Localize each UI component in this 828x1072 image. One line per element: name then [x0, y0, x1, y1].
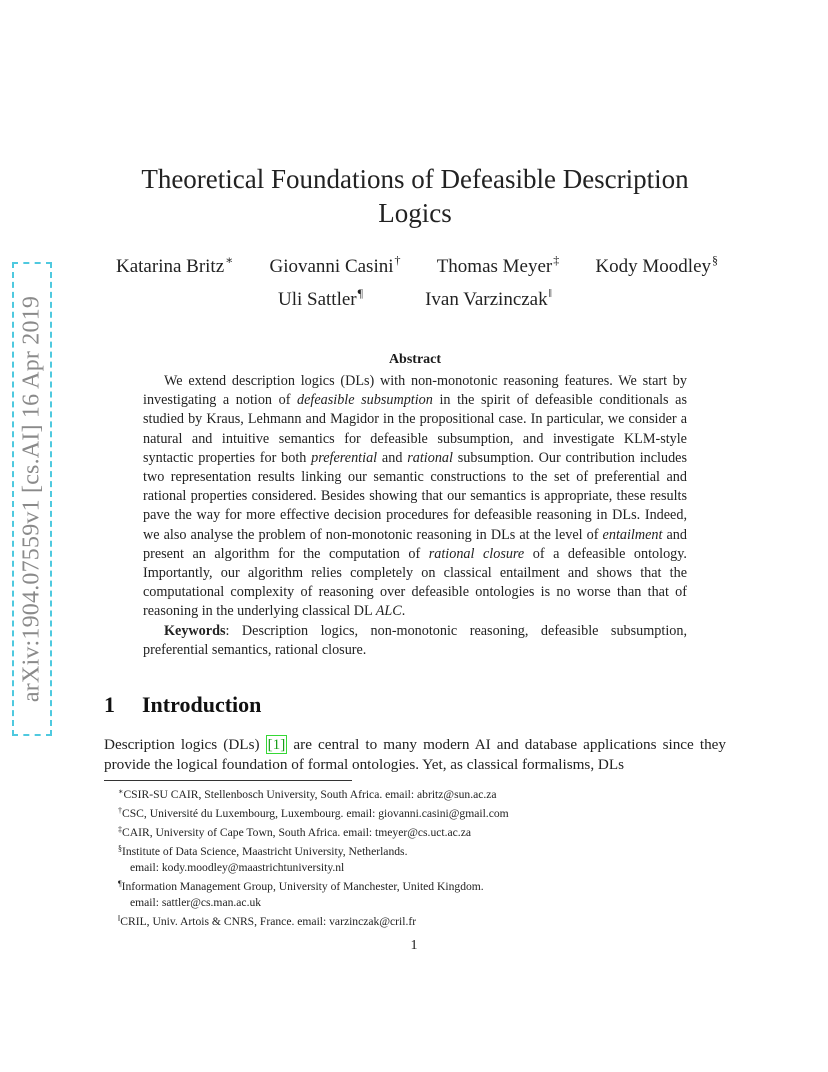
intro-paragraph: Description logics (DLs) [1] are central to many modern AI and database applications since they provide the logical foundation of formal ontologies. Yet, as classical formalisms, DLs	[104, 736, 727, 773]
arxiv-identifier: arXiv:1904.07559v1 [cs.AI] 16 Apr 2019	[18, 295, 45, 703]
footnote-continuation: email: sattler@cs.man.ac.uk	[130, 896, 262, 909]
author: Kody Moodley§	[595, 253, 718, 277]
abstract-body	[143, 372, 687, 660]
section-heading: 1 Introduction	[104, 692, 262, 717]
footnote: ¶Information Management Group, University of Manchester, United Kingdom.	[118, 879, 484, 893]
author: Katarina Britz∗	[116, 253, 234, 277]
footnote: ∗CSIR-SU CAIR, Stellenbosch University, South Africa. email: abritz@sun.ac.za	[118, 787, 497, 801]
citation-link[interactable]: [1]	[267, 736, 286, 753]
footnote-rule	[104, 780, 352, 781]
authors-row-2	[104, 286, 726, 311]
author: Giovanni Casini†	[269, 253, 401, 277]
footnote-continuation: email: kody.moodley@maastrichtuniversity.nl	[130, 861, 345, 874]
footnote: ‡CAIR, University of Cape Town, South Africa. email: tmeyer@cs.uct.ac.za	[118, 825, 472, 839]
author: Ivan Varzinczak‖	[425, 286, 552, 310]
abstract-paragraph: We extend description logics (DLs) with non-monotonic reasoning features. We start by investigating a notion of defeasible subsumption in the spirit of defeasible conditionals as studied by Kraus, Lehmann and Magidor in the propositional case. In particular, we consider a natural and intuitive semantics for defeasible subsumption, and investigate KLM-style syntactic properties for both preferential and rational subsumption. Our contribution includes two representation results linking our semantic constructions to the set of preferential and rational properties considered. Besides showing that our semantics is appropriate, these results pave the way for more effective decision procedures for defeasible reasoning in DLs. Indeed, we also analyse the problem of non-monotonic reasoning in DLs at the level of entailment and present an algorithm for the computation of rational closure of a defeasible ontology. Importantly, our algorithm relies completely on classical entailment and shows that the computational complexity of reasoning over defeasible ontologies is no worse than that of reasoning in the underlying classical DL ALC.	[143, 373, 687, 620]
paper-title: Theoretical Foundations of Defeasible Description Logics	[141, 164, 689, 228]
footnotes	[118, 784, 718, 930]
arxiv-stamp[interactable]	[12, 262, 52, 736]
page-number: 1	[410, 938, 418, 953]
abstract-heading: Abstract	[388, 352, 442, 367]
footnote: §Institute of Data Science, Maastricht University, Netherlands.	[118, 844, 408, 858]
footnote: ‖CRIL, Univ. Artois & CNRS, France. email: varzinczak@cril.fr	[118, 914, 417, 928]
author: Thomas Meyer‡	[436, 253, 560, 277]
author: Uli Sattler¶	[277, 286, 364, 310]
keywords: Keywords: Description logics, non-monotonic reasoning, defeasible subsumption, preferential semantics, rational closure.	[143, 622, 687, 658]
authors-row-1	[104, 253, 726, 278]
footnote: †CSC, Université du Luxembourg, Luxembourg. email: giovanni.casini@gmail.com	[118, 806, 509, 820]
